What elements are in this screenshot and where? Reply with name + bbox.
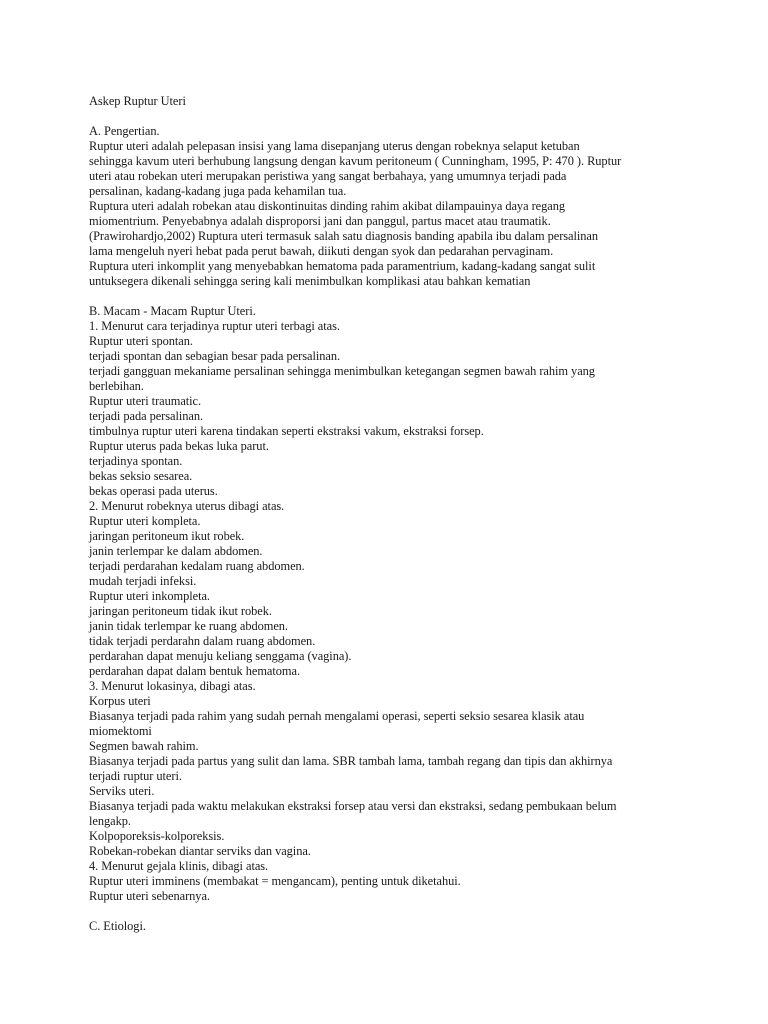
section-body (89, 139, 708, 289)
text-line: terjadi spontan dan sebagian besar pada persalinan. (89, 349, 341, 363)
text-line: Segmen bawah rahim. (89, 739, 199, 753)
text-line: jaringan peritoneum ikut robek. (89, 529, 245, 543)
text-line: Robekan-robekan diantar serviks dan vagina. (89, 844, 311, 858)
section-etiologi (89, 919, 708, 934)
text-line: Kolpoporeksis-kolporeksis. (89, 829, 225, 843)
text-line: terjadi pada persalinan. (89, 409, 204, 423)
text-line: Biasanya terjadi pada waktu melakukan ekstraksi forsep atau versi dan ekstraksi, sedang pembukaan belum (89, 799, 617, 813)
text-line: lama mengeluh nyeri hebat pada perut bawah, diikuti dengan syok dan pedarahan pervaginam. (89, 244, 554, 258)
text-line: Ruptur uteri traumatic. (89, 394, 202, 408)
text-line: Ruptur uteri kompleta. (89, 514, 201, 528)
text-line: 3. Menurut lokasinya, dibagi atas. (89, 679, 256, 693)
text-line: perdarahan dapat dalam bentuk hematoma. (89, 664, 301, 678)
text-line: jaringan peritoneum tidak ikut robek. (89, 604, 272, 618)
text-line: mudah terjadi infeksi. (89, 574, 197, 588)
text-line: lengakp. (89, 814, 131, 828)
section-pengertian (89, 124, 708, 289)
text-line: Ruptur uterus pada bekas luka parut. (89, 439, 269, 453)
text-line: perdarahan dapat menuju keliang senggama (vagina). (89, 649, 352, 663)
text-line: Korpus uteri (89, 694, 151, 708)
spacer (89, 904, 708, 919)
section-heading: B. Macam - Macam Ruptur Uteri. (89, 304, 256, 318)
text-line: persalinan, kadang-kadang juga pada kehamilan tua. (89, 184, 347, 198)
section-body (89, 319, 708, 904)
text-line: sehingga kavum uteri berhubung langsung dengan kavum peritoneum ( Cunningham, 1995, P: 470 ). Ruptur (89, 154, 622, 168)
text-line: Ruptur uteri spontan. (89, 334, 193, 348)
text-line: janin terlempar ke dalam abdomen. (89, 544, 263, 558)
text-line: terjadi gangguan mekaniame persalinan sehingga menimbulkan ketegangan segmen bawah rahim yang (89, 364, 595, 378)
text-line: untuksegera dikenali sehingga sering kali menimbulkan komplikasi atau bahkan kematian (89, 274, 531, 288)
spacer (89, 289, 708, 304)
text-line: Ruptur uteri sebenarnya. (89, 889, 210, 903)
text-line: 2. Menurut robeknya uterus dibagi atas. (89, 499, 285, 513)
text-line: tidak terjadi perdarahn dalam ruang abdomen. (89, 634, 316, 648)
text-line: (Prawirohardjo,2002) Ruptura uteri termasuk salah satu diagnosis banding apabila ibu dalam persalinan (89, 229, 599, 243)
spacer (89, 109, 708, 124)
text-line: uteri atau robekan uteri merupakan peristiwa yang sangat berbahaya, yang umumnya terjadi pada (89, 169, 567, 183)
text-line: Ruptur uteri inkompleta. (89, 589, 210, 603)
text-line: miomentrium. Penyebabnya adalah disproporsi jani dan panggul, partus macet atau traumatik. (89, 214, 551, 228)
text-line: terjadi perdarahan kedalam ruang abdomen. (89, 559, 305, 573)
text-line: bekas operasi pada uterus. (89, 484, 218, 498)
text-line: Ruptur uteri adalah pelepasan insisi yang lama disepanjang uterus dengan robeknya selaput ketuban (89, 139, 580, 153)
text-line: bekas seksio sesarea. (89, 469, 193, 483)
text-line: terjadi ruptur uteri. (89, 769, 182, 783)
text-line: Biasanya terjadi pada partus yang sulit dan lama. SBR tambah lama, tambah regang dan tipis dan akhirnya (89, 754, 613, 768)
text-line: Ruptura uteri inkomplit yang menyebabkan hematoma pada paramentrium, kadang-kadang sangat sulit (89, 259, 596, 273)
section-heading: A. Pengertian. (89, 124, 160, 138)
text-line: timbulnya ruptur uteri karena tindakan seperti ekstraksi vakum, ekstraksi forsep. (89, 424, 484, 438)
text-line: berlebihan. (89, 379, 144, 393)
text-line: 4. Menurut gejala klinis, dibagi atas. (89, 859, 269, 873)
text-line: Ruptur uteri imminens (membakat = mengancam), penting untuk diketahui. (89, 874, 461, 888)
text-line: miomektomi (89, 724, 152, 738)
text-line: Ruptura uteri adalah robekan atau diskontinuitas dinding rahim akibat dilampauinya daya regang (89, 199, 565, 213)
text-line: terjadinya spontan. (89, 454, 183, 468)
document-title: Askep Ruptur Uteri (89, 94, 186, 108)
text-line: 1. Menurut cara terjadinya ruptur uteri terbagi atas. (89, 319, 340, 333)
text-line: janin tidak terlempar ke ruang abdomen. (89, 619, 288, 633)
text-line: Biasanya terjadi pada rahim yang sudah pernah mengalami operasi, seperti seksio sesarea klasik atau (89, 709, 585, 723)
text-line: Serviks uteri. (89, 784, 155, 798)
section-heading: C. Etiologi. (89, 919, 146, 933)
section-macam (89, 304, 708, 904)
